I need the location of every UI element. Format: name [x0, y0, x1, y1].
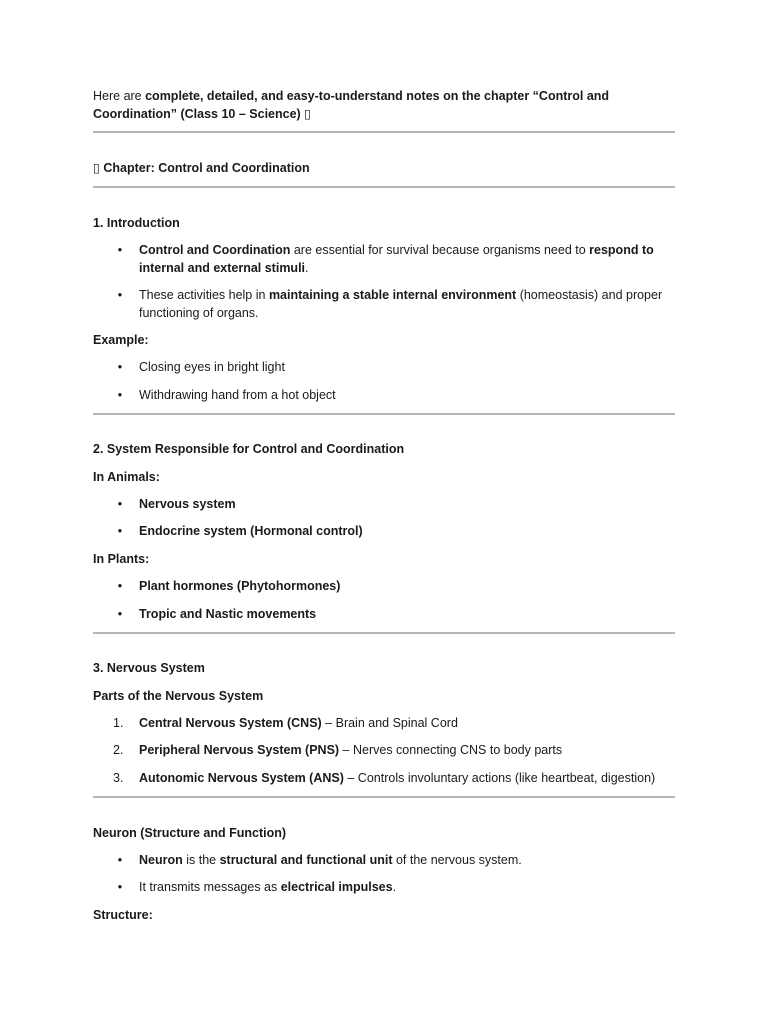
plants-label: In Plants:: [93, 552, 150, 566]
bullet-icon: •: [117, 607, 123, 621]
section-heading-system: 2. System Responsible for Control and Coordination: [93, 442, 405, 456]
list-item: • It transmits messages as electrical impulses.: [139, 878, 675, 896]
list-item: • Plant hormones (Phytohormones): [139, 577, 675, 595]
intro-bold-line2: Coordination” (Class 10 – Science): [93, 107, 305, 121]
section-heading-introduction: 1. Introduction: [93, 216, 180, 230]
animals-label: In Animals:: [93, 470, 160, 484]
parts-label: Parts of the Nervous System: [93, 689, 264, 703]
bullet-icon: •: [117, 360, 123, 374]
list-item: • Nervous system: [139, 495, 675, 513]
bullet-icon: •: [117, 853, 123, 867]
missing-glyph-icon: ▯: [93, 161, 100, 175]
item-number: 3.: [113, 771, 124, 785]
divider: [93, 413, 675, 415]
missing-glyph-icon: ▯: [304, 107, 312, 121]
intro-prefix: Here are: [93, 89, 146, 103]
neuron-heading: Neuron (Structure and Function): [93, 826, 287, 840]
bullet-icon: •: [117, 388, 123, 402]
bullet-icon: •: [117, 579, 123, 593]
list-item: • Control and Coordination are essential for survival because organisms need to respond to internal and external stimuli.: [139, 241, 675, 277]
structure-label: Structure:: [93, 908, 153, 922]
numbered-item: 2. Peripheral Nervous System (PNS) – Nerves connecting CNS to body parts: [113, 743, 563, 757]
intro-paragraph: [93, 87, 675, 123]
divider: [93, 796, 675, 798]
bullet-icon: •: [117, 288, 123, 302]
numbered-item: 3. Autonomic Nervous System (ANS) – Controls involuntary actions (like heartbeat, digestion): [113, 771, 656, 785]
list-item: • Closing eyes in bright light: [139, 358, 675, 376]
chapter-title: Chapter: Control and Coordination: [99, 161, 310, 175]
list-item: • Neuron is the structural and functional unit of the nervous system.: [139, 851, 675, 869]
numbered-item: 1. Central Nervous System (CNS) – Brain and Spinal Cord: [113, 716, 458, 730]
bullet-icon: •: [117, 243, 123, 257]
bullet-icon: •: [117, 497, 123, 511]
list-item: • Withdrawing hand from a hot object: [139, 386, 675, 404]
divider: [93, 131, 675, 133]
item-number: 1.: [113, 716, 124, 730]
divider: [93, 632, 675, 634]
list-item: • Tropic and Nastic movements: [139, 605, 675, 623]
bullet-icon: •: [117, 524, 123, 538]
list-item: • Endocrine system (Hormonal control): [139, 522, 675, 540]
section-heading-nervous-system: 3. Nervous System: [93, 661, 205, 675]
list-item: • These activities help in maintaining a stable internal environment (homeostasis) and proper functioning of organs.: [139, 286, 675, 322]
divider: [93, 186, 675, 188]
intro-bold-line1: complete, detailed, and easy-to-understand notes on the chapter “Control and: [145, 89, 610, 103]
item-number: 2.: [113, 743, 124, 757]
chapter-heading: [93, 159, 675, 177]
bullet-icon: •: [117, 880, 123, 894]
example-label: Example:: [93, 333, 149, 347]
